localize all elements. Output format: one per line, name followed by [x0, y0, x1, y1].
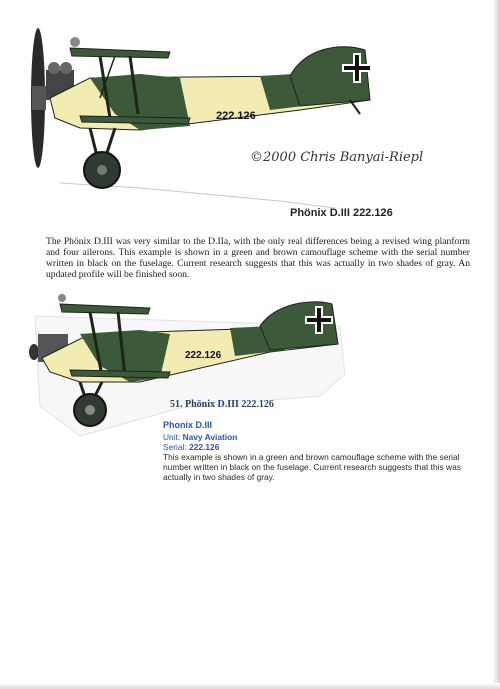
profile-caption-2: 51. Phönix D.III 222.126: [170, 399, 274, 410]
copyright-signature: ©2000 Chris Banyai-Riepl: [250, 150, 424, 165]
serial-row: [163, 442, 463, 452]
fuselage-serial-2: 222.126: [185, 350, 222, 361]
serial-value: 222.126: [189, 442, 220, 452]
fuselage-serial-1: 222.126: [216, 110, 256, 122]
aircraft-profile-2: [20, 286, 350, 436]
unit-value: Navy Aviation: [182, 432, 238, 442]
unit-row: [163, 432, 463, 442]
profile-caption-1: Phönix D.III 222.126: [290, 207, 393, 219]
page-edge-right: [492, 0, 500, 689]
aircraft-profile-1: [20, 18, 400, 208]
serial-label: Serial:: [163, 442, 187, 452]
info-block: [163, 420, 463, 482]
page-edge-bottom: [0, 683, 500, 689]
unit-label: Unit:: [163, 432, 181, 442]
aircraft-title: Phonix D.III: [163, 420, 213, 430]
description-paragraph: The Phönix D.III was very similar to the D.IIa, with the only real differences being a revised wing planform and four ailerons. This example is shown in a green and brown camouflage scheme with the serial number written in black on the fuselage. Current research suggests that this was actually in two shades of gray. An updated profile will be finished soon.: [46, 236, 470, 280]
info-description: This example is shown in a green and brown camouflage scheme with the serial number written in black on the fuselage. Current research suggests that this was actually in two shades of gray.: [163, 452, 461, 482]
